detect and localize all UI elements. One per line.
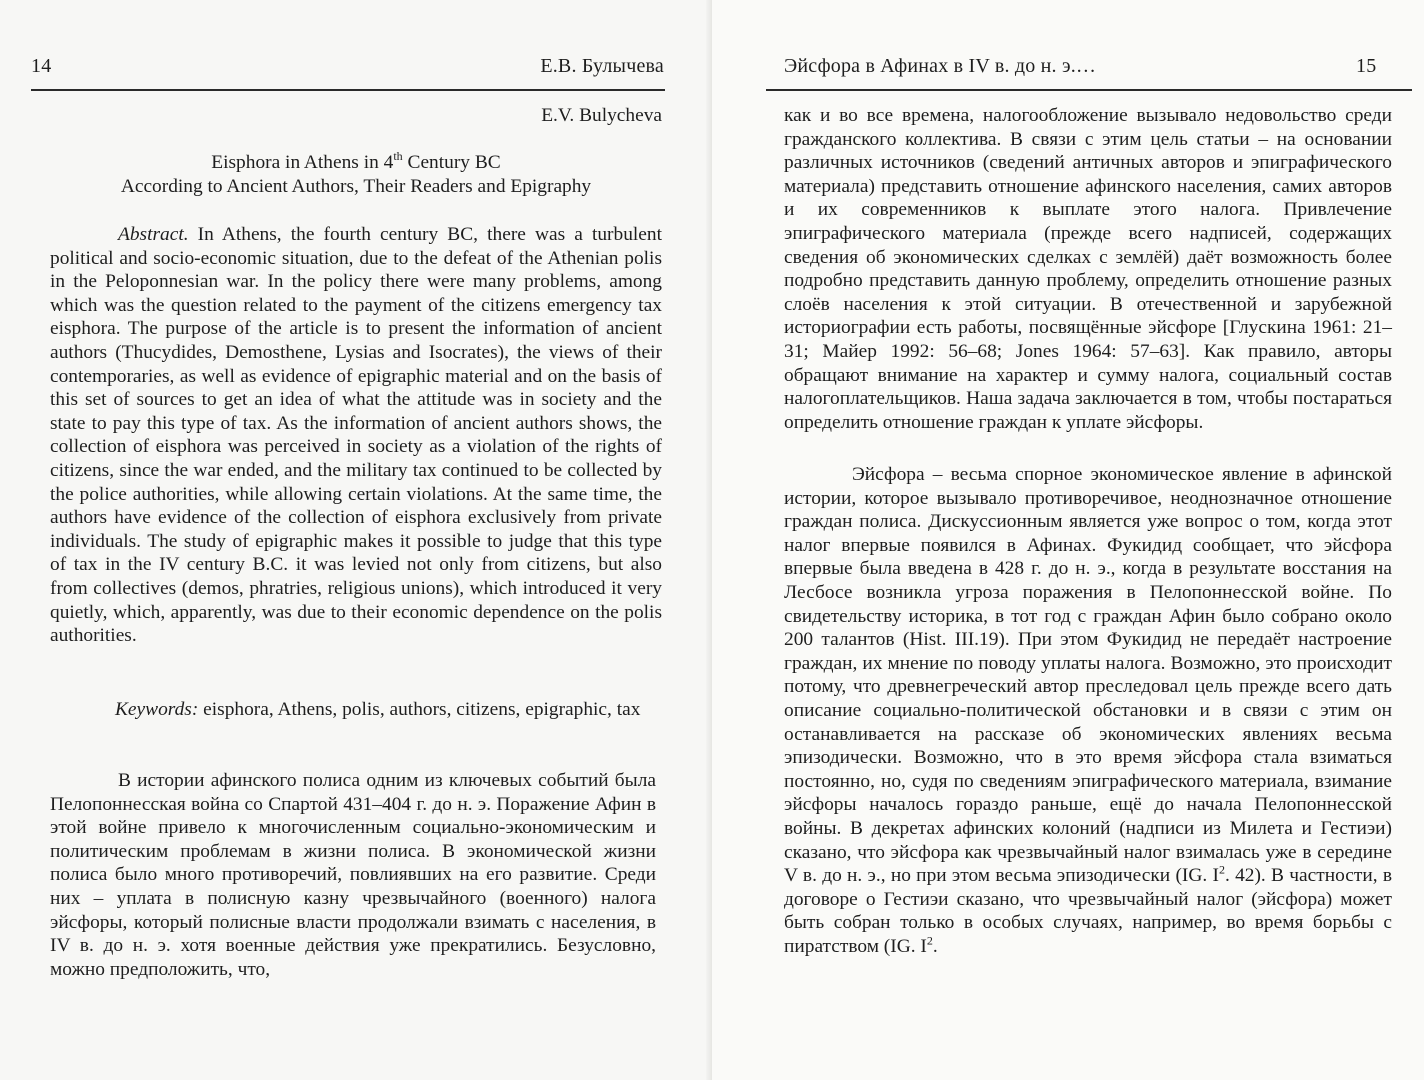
abstract-label: Abstract. [118, 224, 189, 245]
running-head-right: Эйсфора в Афинах в IV в. до н. э.… [784, 55, 1097, 77]
keywords [47, 698, 659, 722]
right-page [712, 0, 1424, 1080]
page-number-left: 14 [31, 55, 52, 77]
header-rule-right [766, 89, 1412, 91]
paragraph-2: Эйсфора – весьма спорное экономическое явление в афинской истории, которое вызывало противоречивое, неоднозначное отношение граждан полиса. Дискуссионным является уже вопрос о том, когда этот налог впервые появился в Афинах. Фукидид сообщает, что эйсфора впервые была введена в 428 г. до н. э., когда в результате восстания на Лесбосе возникла угроза поражения в Пелопоннесской войне. По свидетельству историка, в тот год с граждан Афин было собрано около 200 талантов (Hist. III.19). При этом Фукидид не передаёт настроение граждан, их мнение по поводу уплаты налога. Возможно, это происходит потому, что древнегреческий автор преследовал цель прежде всего дать описание социально-политической обстановки и в связи с этим он останавливается на рассказе об экономических явлениях весьма эпизодически. Возможно, что в это время эйсфора стала взиматься постоянно, но, судя по сведениям эпиграфического материала, взимание эйсфоры началось гораздо раньше, ещё до начала Пелопоннесской войны. В декретах афинских колоний (надписи из Милета и Гестиэи) сказано, что эйсфора как чрезвычайный налог взималась уже в середине V в. до н. э., но при этом весьма эпизодически (IG. $I^2$. 42). В частности, в договоре о Гестиэи сказано, что чрезвычайный налог (эйсфора) может быть собран только в особых случаях, например, во время борьбы с пиратством (IG. $I^2$. [784, 464, 1392, 957]
abstract-text: In Athens, the fourth century BC, there was a turbulent political and socio-economic situation, due to the defeat of the Athenian polis in the Peloponnesian war. In the policy there were many problems, among which was the question related to the payment of the citizens emergency tax eisphora. The purpose of the article is to present the information of ancient authors (Thucydides, Demosthene, Lysias and Isocrates), the views of their contemporaries, as well as evidence of epigraphic material and on the basis of this set of sources to get an idea of what the attitude was in society and the state to pay this type of tax. As the information of ancient authors shows, the collection of eisphora was perceived in society as a violation of the rights of citizens, since the war ended, and the military tax continued to be collected by the police authorities, while allowing certain violations. At the same time, the authors have evidence of the collection of eisphora exclusively from private individuals. The study of epigraphic makes it possible to judge that this type of tax in the IV century B.C. it was levied not only from citizens, but also from collectives (demos, phratries, religious unions), which introduced it very quietly, which, apparently, was due to their economic dependence on the polis authorities. [50, 224, 662, 647]
intro-paragraph: В истории афинского полиса одним из ключевых событий была Пелопоннесская война со Спартой 431–404 г. до н. э. Поражение Афин в этой войне привело к многочисленным социально-экономическим и политическим проблемам в жизни полиса. В экономической жизни полиса было много противоречий, повлиявших на его развитие. Среди них – уплата в полисную казну чрезвычайного (военного) налога эйсфоры, который полисные власти продолжали взимать с населения, в IV в. до н. э. хотя военные действия уже прекратились. Безусловно, можно предположить, что, [50, 770, 656, 980]
title-line-2: According to Ancient Authors, Their Readers and Epigraphy [120, 176, 592, 197]
header-rule-left [31, 89, 665, 91]
keywords-text: eisphora, Athens, polis, authors, citizens, epigraphic, tax [198, 699, 641, 720]
author-name-en: E.V. Bulycheva [541, 105, 662, 126]
article-title [50, 148, 662, 199]
title-line-1: Eisphora in Athens in 4th Century BC [211, 148, 501, 173]
running-head-left: Е.В. Булычева [540, 55, 664, 77]
paragraph-1: как и во все времена, налогообложение вызывало недовольство среди гражданского коллектива. В связи с этим цель статьи – на основании различных источников (сведений античных авторов и эпиграфического материала) представить отношение афинского населения, самих авторов и их современников к выплате этого налога. Привлечение эпиграфического материала (прежде всего надписей, содержащих сведения об экономических сделках с землёй) даёт возможность более подробно представить данную проблему, определить отношение разных слоёв населения к этой ситуации. В отечественной и зарубежной историографии есть работы, посвящённые эйсфоре [Глускина 1961: 21–31; Майер 1992: 56–68; Jones 1964: 57–63]. Как правило, авторы обращают внимание на характер и сумму налога, социальный состав налогоплательщиков. Наша задача заключается в том, чтобы постараться определить отношение граждан к уплате эйсфоры. [784, 105, 1392, 433]
page-number-right: 15 [1356, 55, 1377, 77]
abstract [50, 223, 662, 648]
keywords-label: Keywords: [115, 699, 199, 720]
